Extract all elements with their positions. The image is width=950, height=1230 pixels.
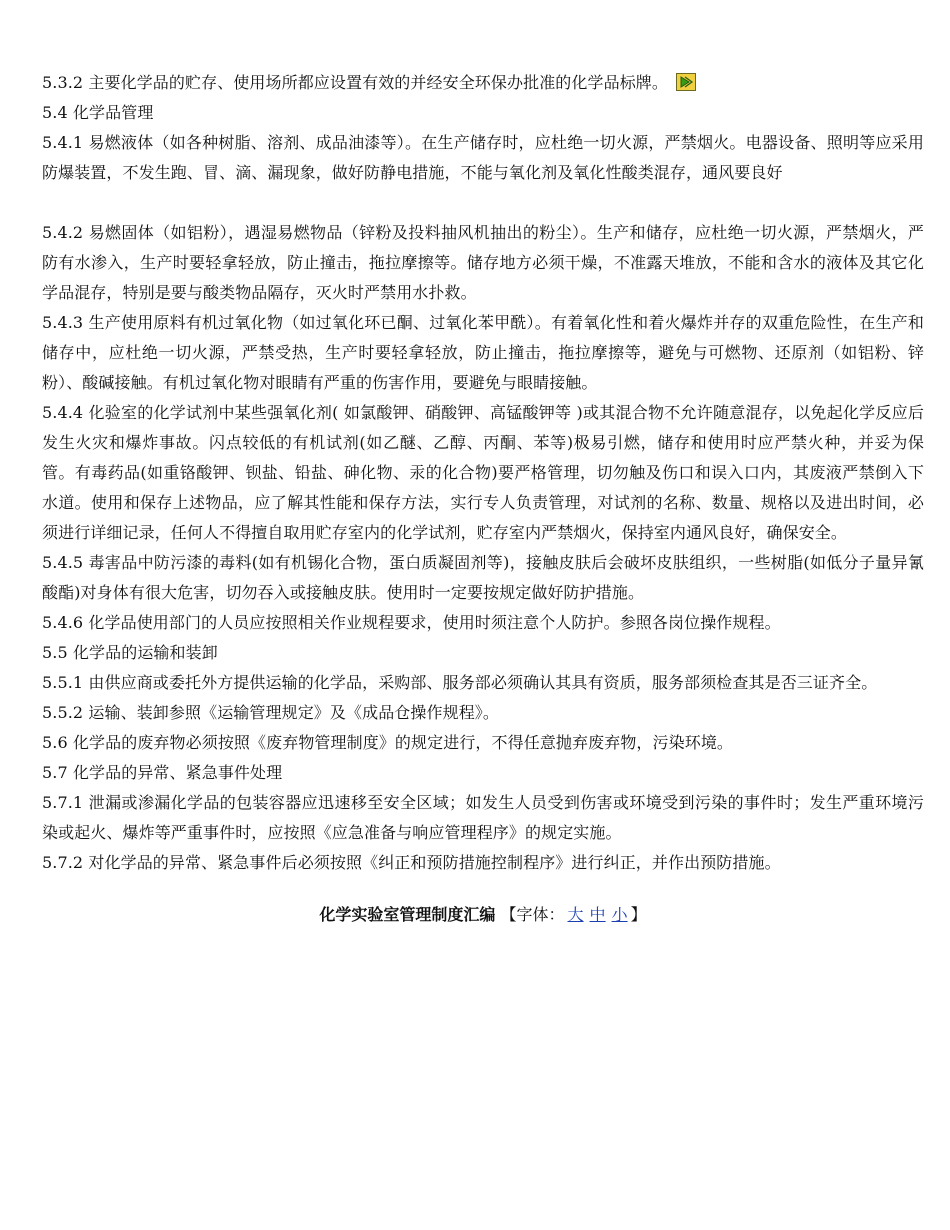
paragraph-5-4-3: 5.4.3 生产使用原料有机过氧化物（如过氧化环已酮、过氧化苯甲酰）。有着氧化性和着火爆炸并存的双重危险性，在生产和储存中，应杜绝一切火源，严禁受热，生产时要轻拿轻放，防止撞击，拖拉摩擦等，避免与可燃物、还原剂（如铝粉、锌粉）、酸碱接触。有机过氧化物对眼睛有严重的伤害作用，要避免与眼睛接触。 [42, 313, 924, 392]
font-size-links [565, 905, 631, 924]
font-size-large-link[interactable]: 大 [567, 905, 584, 924]
paragraph-5-4-4: 5.4.4 化验室的化学试剂中某些强氧化剂( 如氯酸钾、硝酸钾、高锰酸钾等 )或其混合物不允许随意混存，以免起化学反应后发生火灾和爆炸事故。闪点较低的有机试剂(如乙醚、乙醇、丙酮、苯等)极易引燃，储存和使用时应严禁火种，并妥为保管。有毒药品(如重铬酸钾、钡盐、铅盐、砷化物、汞的化合物)要严格管理，切勿触及伤口和误入口内，其废液严禁倒入下水道。使用和保存上述物品，应了解其性能和保存方法，实行专人负责管理，对试剂的名称、数量、规格以及进出时间，必须进行详细记录，任何人不得擅自取用贮存室内的化学试剂，贮存室内严禁烟火，保持室内通风良好，确保安全。 [42, 403, 924, 542]
heading-5-5: 5.5 化学品的运输和装卸 [42, 643, 218, 662]
font-size-medium-link[interactable]: 中 [589, 905, 606, 924]
arrow-icon[interactable] [676, 71, 696, 89]
blank-line [42, 188, 924, 218]
paragraph-5-4-6: 5.4.6 化学品使用部门的人员应按照相关作业规程要求，使用时须注意个人防护。参照各岗位操作规程。 [42, 613, 781, 632]
paragraph-5-5-1: 5.5.1 由供应商或委托外方提供运输的化学品，采购部、服务部必须确认其具有资质，服务部须检查其是否三证齐全。 [42, 673, 878, 692]
paragraph-5-4-5: 5.4.5 毒害品中防污漆的毒料(如有机锡化合物，蛋白质凝固剂等)，接触皮肤后会破坏皮肤组织，一些树脂(如低分子量异氰酸酯)对身体有很大危害，切勿吞入或接触皮肤。使用时一定要按规定做好防护措施。 [42, 553, 924, 602]
paragraph-5-3-2 [42, 68, 924, 98]
font-size-label-close: 】 [630, 905, 647, 924]
font-size-small-link[interactable]: 小 [611, 905, 628, 924]
paragraph-5-4-2: 5.4.2 易燃固体（如铝粉），遇湿易燃物品（锌粉及投料抽风机抽出的粉尘）。生产和储存，应杜绝一切火源，严禁烟火，严防有水渗入，生产时要轻拿轻放，防止撞击，拖拉摩擦等。储存地方必须干燥，不准露天堆放，不能和含水的液体及其它化学品混存，特别是要与酸类物品隔存，灭火时严禁用水扑救。 [42, 223, 924, 302]
paragraph-5-7-2: 5.7.2 对化学品的异常、紧急事件后必须按照《纠正和预防措施控制程序》进行纠正，并作出预防措施。 [42, 853, 781, 872]
paragraph-5-4-1: 5.4.1 易燃液体（如各种树脂、溶剂、成品油漆等）。在生产储存时，应杜绝一切火源，严禁烟火。电器设备、照明等应采用防爆装置，不发生跑、冒、滴、漏现象，做好防静电措施，不能与氧化剂及氧化性酸类混存，通风要良好 [42, 133, 924, 182]
paragraph-5-6: 5.6 化学品的废弃物必须按照《废弃物管理制度》的规定进行，不得任意抛弃废弃物，污染环境。 [42, 733, 734, 752]
document-footer [42, 900, 924, 930]
paragraph-5-5-2: 5.5.2 运输、装卸参照《运输管理规定》及《成品仓操作规程》。 [42, 703, 499, 722]
font-size-label-open: 【字体： [500, 905, 565, 924]
paragraph-text: 5.3.2 主要化学品的贮存、使用场所都应设置有效的并经安全环保办批准的化学品标牌。 [42, 73, 668, 92]
heading-5-7: 5.7 化学品的异常、紧急事件处理 [42, 763, 283, 782]
document-body [42, 68, 924, 930]
heading-5-4: 5.4 化学品管理 [42, 103, 154, 122]
footer-title: 化学实验室管理制度汇编 [319, 905, 496, 924]
paragraph-5-7-1: 5.7.1 泄漏或渗漏化学品的包装容器应迅速移至安全区域；如发生人员受到伤害或环境受到污染的事件时；发生严重环境污染或起火、爆炸等严重事件时，应按照《应急准备与响应管理程序》的规定实施。 [42, 793, 924, 842]
